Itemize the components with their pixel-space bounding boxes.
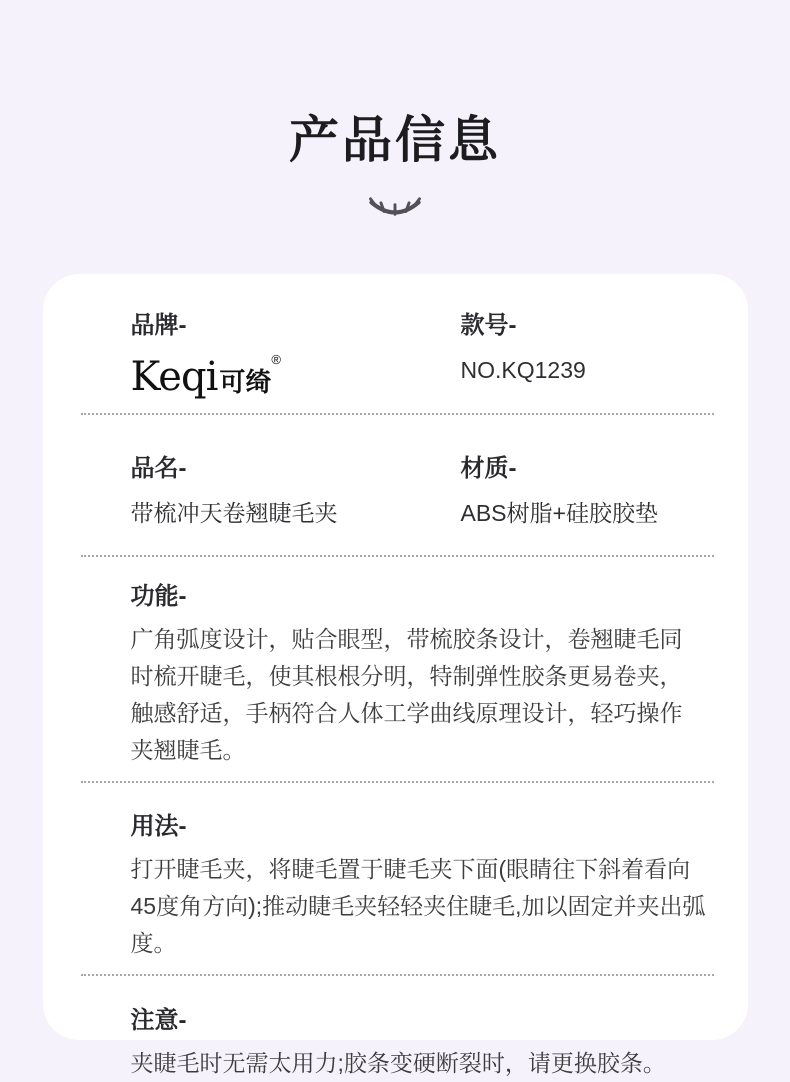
model-label: 款号- <box>460 312 517 339</box>
page-title: 产品信息 <box>289 112 501 168</box>
material-label: 材质- <box>460 455 517 482</box>
name-label: 品名- <box>130 455 187 482</box>
row-brand-model <box>130 312 714 400</box>
dotted-divider <box>81 974 714 976</box>
name-value: 带梳冲天卷翘睫毛夹 <box>130 500 338 526</box>
product-info-card <box>43 274 748 1076</box>
field-material <box>461 455 714 526</box>
usage-text: 打开睫毛夹，将睫毛置于睫毛夹下面(眼睛往下斜着看向45度角方向);推动睫毛夹轻轻夹住睫毛,加以固定并夹出弧度。 <box>130 856 706 956</box>
dotted-divider <box>81 555 714 557</box>
field-model <box>461 312 714 397</box>
section-usage <box>131 813 714 962</box>
brand-logo-chinese: 可绮 <box>219 367 272 397</box>
brand-label: 品牌- <box>130 312 187 339</box>
section-function <box>131 583 714 769</box>
notice-label: 注意- <box>130 1007 187 1034</box>
brand-logo-latin: Keqi <box>130 354 218 400</box>
section-notice <box>131 1007 714 1082</box>
model-value: NO.KQ1239 <box>460 357 586 383</box>
field-name <box>131 455 461 526</box>
closed-eye-lashes-icon <box>0 192 790 222</box>
function-text: 广角弧度设计，贴合眼型，带梳胶条设计，卷翘睫毛同时梳开睫毛，使其根根分明，特制弹性胶条更易卷夹，触感舒适，手柄符合人体工学曲线原理设计，轻巧操作夹翘睫毛。 <box>130 626 683 763</box>
brand-logo <box>130 351 461 400</box>
registered-trademark-symbol: ® <box>271 352 281 367</box>
field-brand <box>130 312 461 400</box>
function-label: 功能- <box>130 583 187 610</box>
notice-text: 夹睫毛时无需太用力;胶条变硬断裂时，请更换胶条。 <box>130 1050 666 1076</box>
page-header <box>0 0 790 172</box>
usage-label: 用法- <box>130 813 187 840</box>
dotted-divider <box>81 413 714 415</box>
row-name-material <box>131 455 714 526</box>
material-value: ABS树脂+硅胶胶垫 <box>460 500 658 526</box>
dotted-divider <box>81 781 714 783</box>
